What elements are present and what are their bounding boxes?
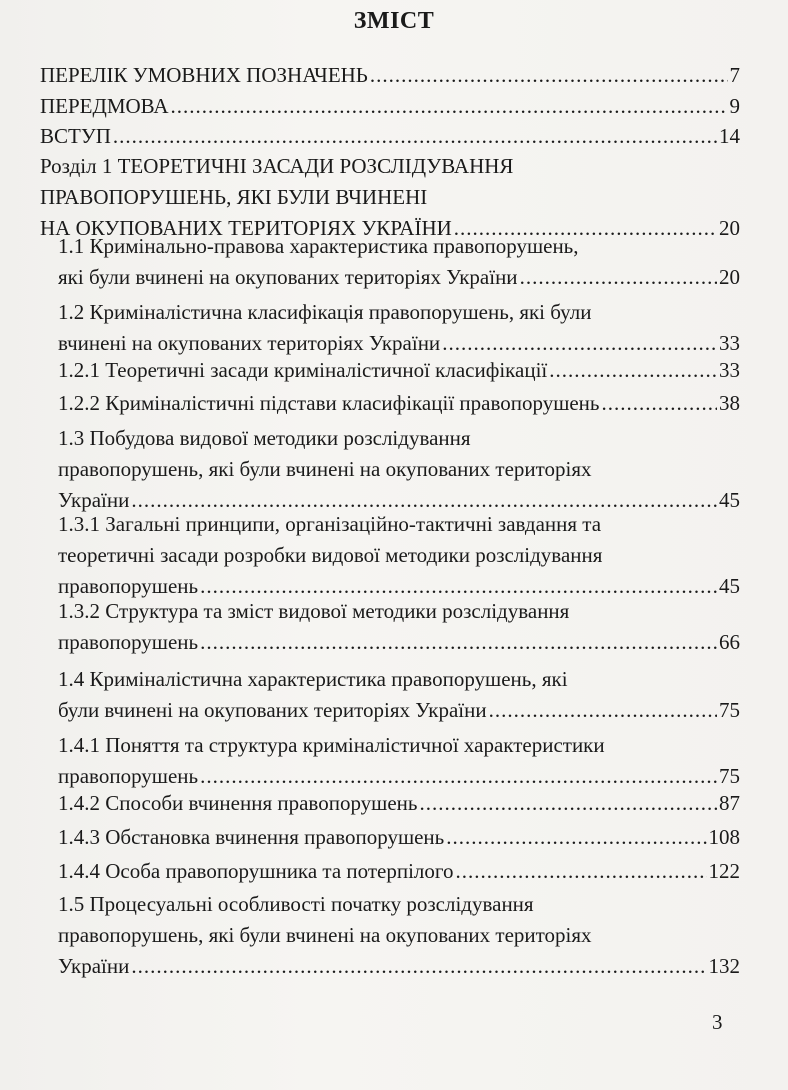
toc-entry — [58, 509, 740, 602]
toc-page-number: 75 — [719, 764, 740, 788]
toc-entry-title: ВСТУП — [40, 124, 111, 148]
toc-entry — [58, 664, 740, 726]
dot-leader — [446, 822, 706, 853]
toc-entry-line: 1.3.2 Структура та зміст видової методики розслідування — [58, 599, 570, 623]
toc-entry-line: 1.1 Кримінально-правова характеристика правопорушень, — [58, 234, 579, 258]
toc-entry-title: правопорушень — [58, 630, 199, 654]
toc-entry — [58, 730, 740, 792]
toc-page-number: 38 — [719, 391, 740, 415]
toc-entry-line: ПРАВОПОРУШЕНЬ, ЯКІ БУЛИ ВЧИНЕНІ — [40, 185, 428, 209]
toc-entry-title: 1.2.2 Криміналістичні підстави класифікації правопорушень — [58, 391, 600, 415]
dot-leader — [489, 695, 717, 726]
toc-entry-title: які були вчинені на окупованих територіях України — [58, 265, 518, 289]
dot-leader — [200, 627, 717, 658]
dot-leader — [520, 262, 717, 293]
dot-leader — [131, 951, 706, 982]
toc-entry — [58, 822, 740, 853]
toc-page-number: 14 — [719, 124, 740, 148]
toc-entry-title: були вчинені на окупованих територіях України — [58, 698, 487, 722]
toc-entry — [58, 297, 740, 359]
toc-entry — [40, 121, 740, 152]
toc-entry-line: 1.3 Побудова видової методики розслідування — [58, 426, 471, 450]
toc-entry-title: правопорушень — [58, 764, 199, 788]
toc-entry-title: вчинені на окупованих територіях України — [58, 331, 441, 355]
toc-entry-line: Розділ 1 ТЕОРЕТИЧНІ ЗАСАДИ РОЗСЛІДУВАННЯ — [40, 154, 514, 178]
toc-entry — [58, 596, 740, 658]
dot-leader — [171, 91, 728, 122]
toc-entry — [40, 60, 740, 91]
toc-entry-line: 1.4.1 Поняття та структура криміналістичної характеристики — [58, 733, 605, 757]
toc-page-number: 20 — [719, 265, 740, 289]
toc-page-number: 33 — [719, 358, 740, 382]
toc-entry-line: правопорушень, які були вчинені на окупованих територіях — [58, 923, 592, 947]
dot-leader — [113, 121, 717, 152]
toc-entry-title: України — [58, 954, 130, 978]
toc-page-number: 87 — [719, 791, 740, 815]
toc-entry-title: ПЕРЕДМОВА — [40, 94, 169, 118]
toc-entry — [58, 355, 740, 386]
toc-page-number: 122 — [708, 859, 740, 883]
toc-entry-line: 1.5 Процесуальні особливості початку розслідування — [58, 892, 534, 916]
toc-entry-title: ПЕРЕЛІК УМОВНИХ ПОЗНАЧЕНЬ — [40, 63, 368, 87]
dot-leader — [419, 788, 717, 819]
toc-entry-title: 1.4.2 Способи вчинення правопорушень — [58, 791, 418, 815]
toc-entry-line: теоретичні засади розробки видової методики розслідування — [58, 543, 603, 567]
toc-entry — [58, 423, 740, 516]
toc-page-number: 45 — [719, 574, 740, 598]
toc-heading: ЗМІСТ — [353, 8, 435, 34]
toc-page-number: 7 — [729, 63, 740, 87]
toc-entry — [40, 91, 740, 122]
toc-page-number: 75 — [719, 698, 740, 722]
toc-entry-line: 1.3.1 Загальні принципи, організаційно-тактичні завдання та — [58, 512, 602, 536]
toc-entry — [58, 788, 740, 819]
toc-entry-line: 1.2 Криміналістична класифікація правопорушень, які були — [58, 300, 592, 324]
toc-entry-title: України — [58, 488, 130, 512]
toc-page-number: 66 — [719, 630, 740, 654]
toc-entry — [58, 889, 740, 982]
toc-entry-title: 1.4.3 Обстановка вчинення правопорушень — [58, 825, 445, 849]
toc-page-number: 9 — [729, 94, 740, 118]
toc-entry — [58, 856, 740, 887]
toc-entry-title: 1.4.4 Особа правопорушника та потерпілого — [58, 859, 454, 883]
toc-entry-title: правопорушень — [58, 574, 199, 598]
dot-leader — [370, 60, 728, 91]
toc-page-number: 108 — [708, 825, 740, 849]
page-number: 3 — [712, 1010, 723, 1034]
toc-entry — [58, 231, 740, 293]
toc-entry-title: 1.2.1 Теоретичні засади криміналістичної класифікації — [58, 358, 548, 382]
toc-page-number: 45 — [719, 488, 740, 512]
toc-entry-line: 1.4 Криміналістична характеристика правопорушень, які — [58, 667, 568, 691]
toc-entry-line: правопорушень, які були вчинені на окупованих територіях — [58, 457, 592, 481]
toc-page-number: 20 — [719, 216, 740, 240]
dot-leader — [549, 355, 717, 386]
toc-page-number: 132 — [708, 954, 740, 978]
dot-leader — [602, 388, 718, 419]
toc-entry-title: НА ОКУПОВАНИХ ТЕРИТОРІЯХ УКРАЇНИ — [40, 216, 452, 240]
toc-page-number: 33 — [719, 331, 740, 355]
toc-entry — [58, 388, 740, 419]
dot-leader — [456, 856, 707, 887]
